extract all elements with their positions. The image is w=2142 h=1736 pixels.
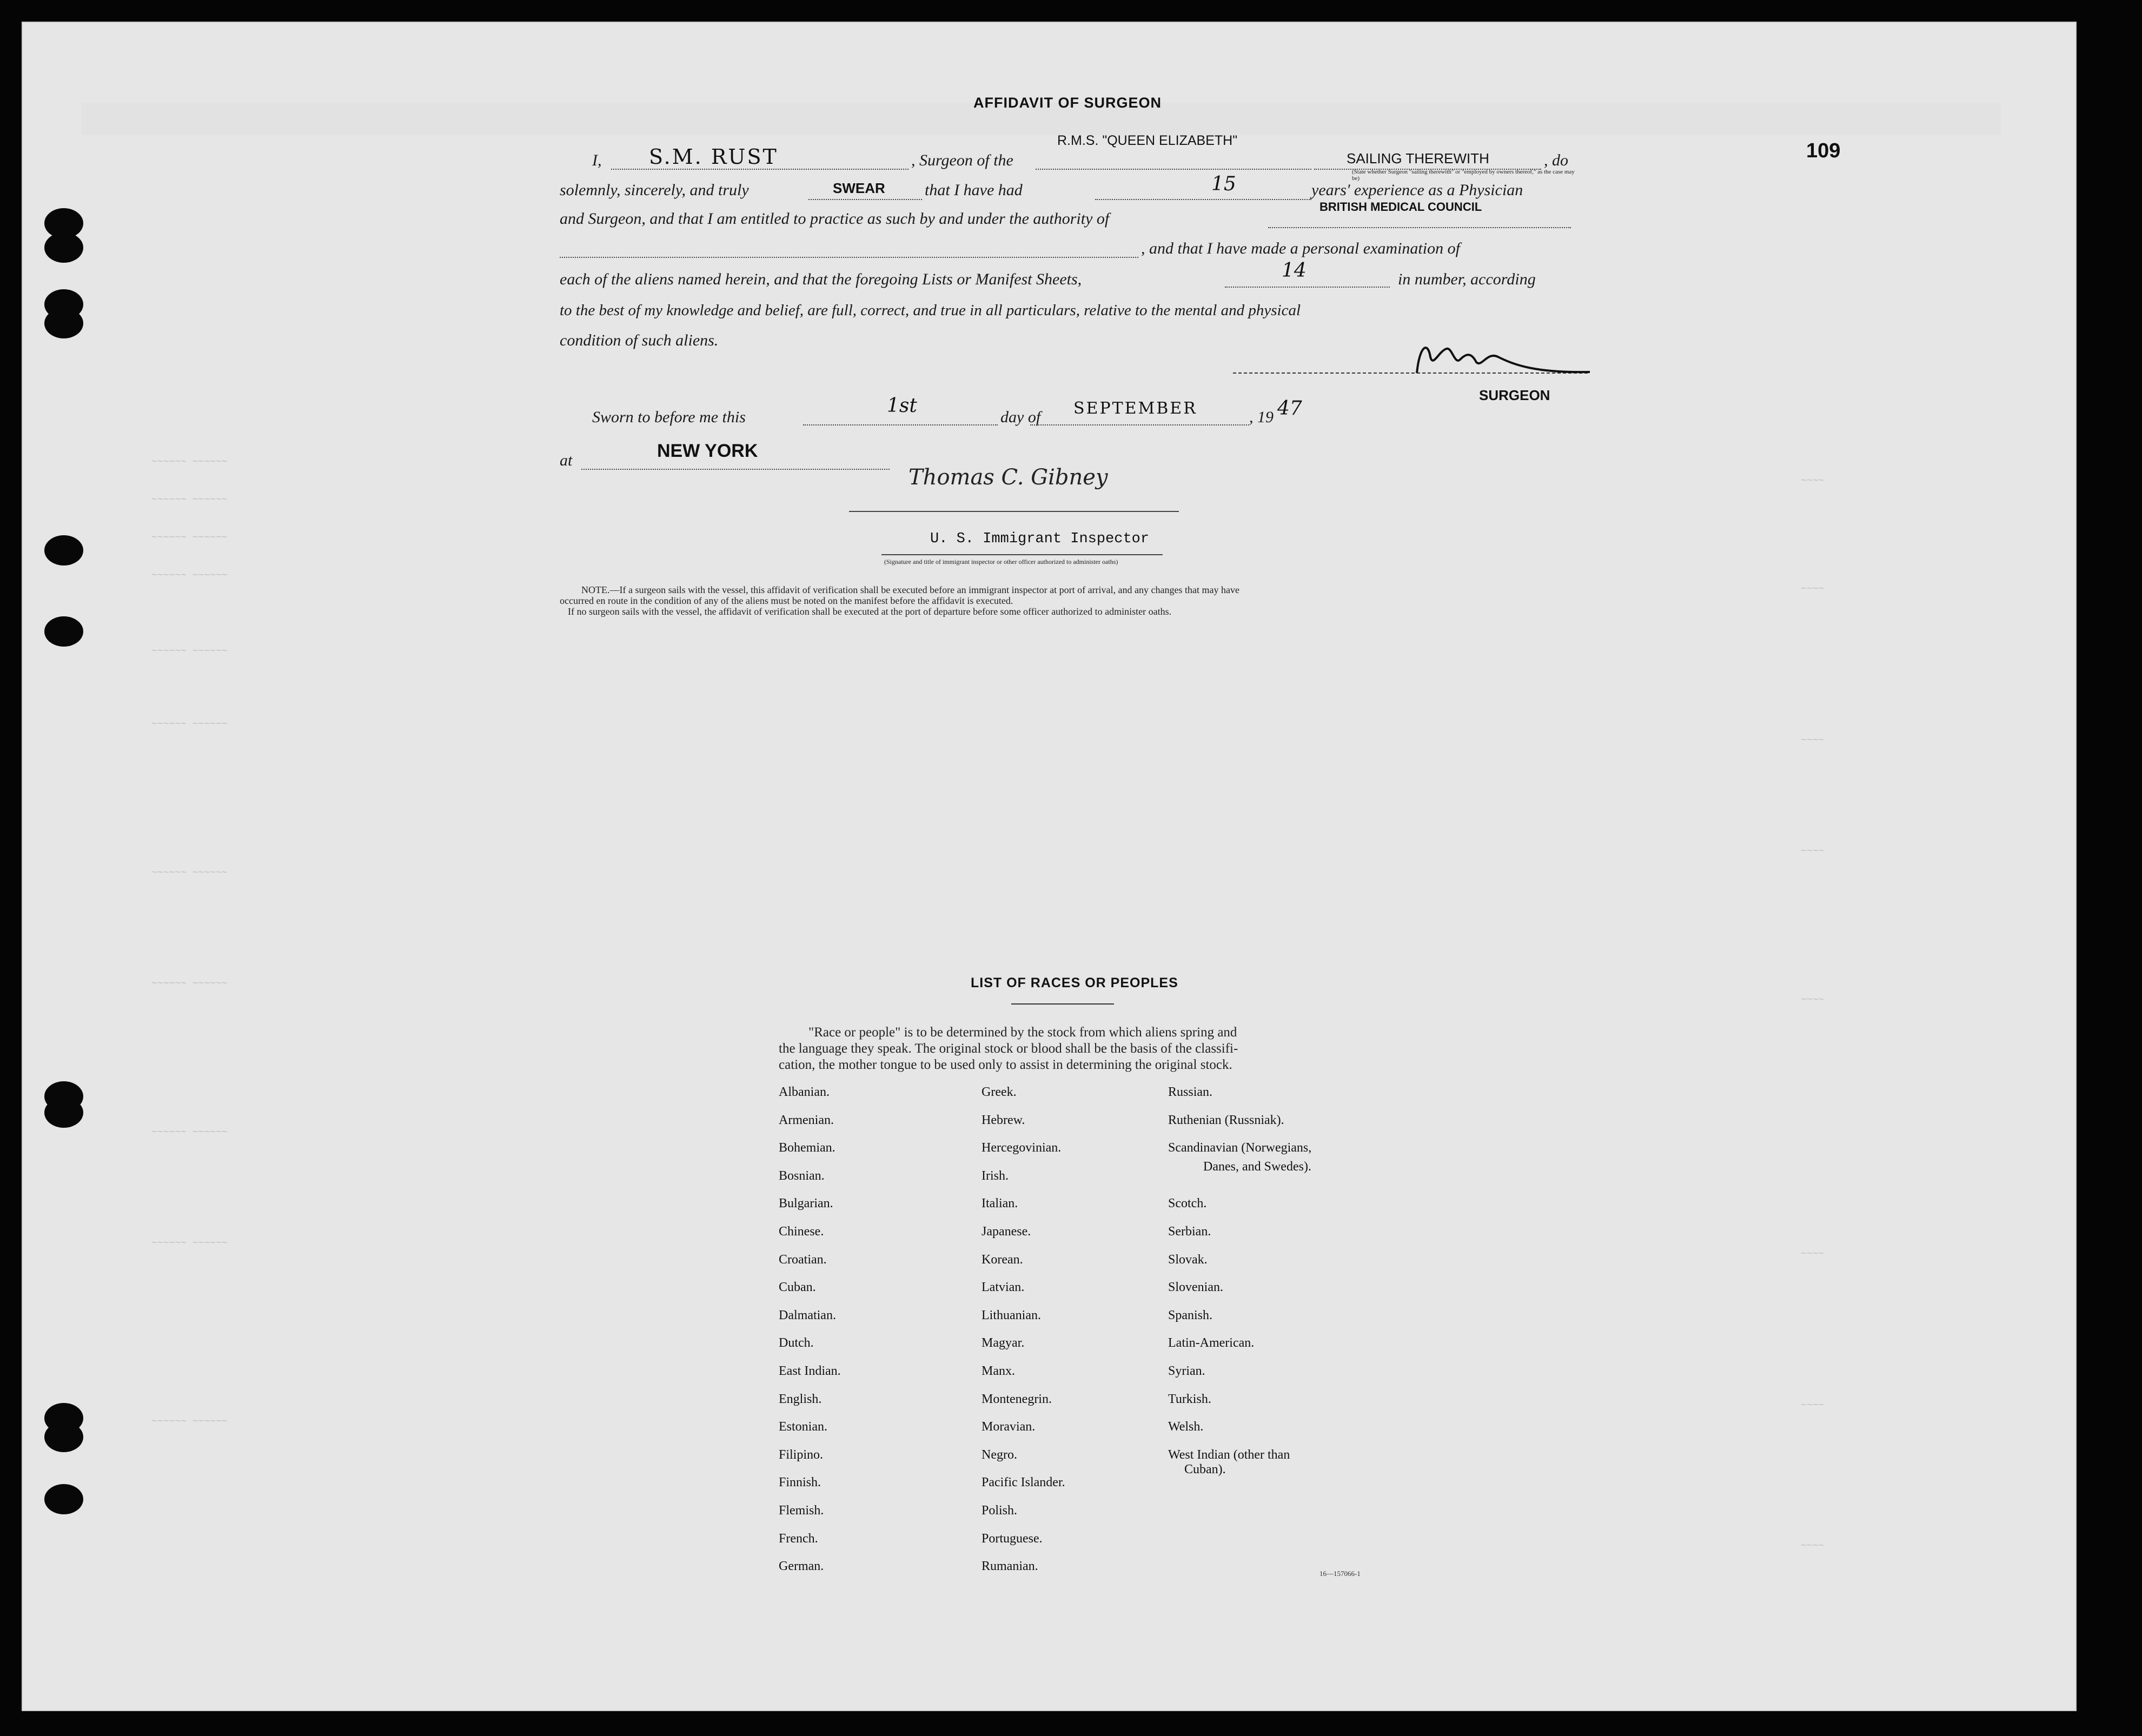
fill-line: [1268, 227, 1571, 228]
race-entry: Syrian.: [1168, 1364, 1205, 1378]
sailing-status: SAILING THEREWITH: [1347, 150, 1489, 167]
race-entry: Dutch.: [779, 1336, 814, 1351]
fill-line: [1314, 169, 1541, 170]
signature-line: [849, 511, 1179, 512]
bleed-through-text: ~~~~~~ ~~~~~~: [151, 868, 228, 879]
race-entry: Japanese.: [982, 1225, 1031, 1239]
binder-hole: [44, 535, 83, 566]
race-entry: Finnish.: [779, 1475, 821, 1490]
bleed-through-text: ~~~~: [1801, 584, 1825, 595]
race-entry: Turkish.: [1168, 1392, 1211, 1406]
fill-line: [1225, 287, 1390, 288]
sworn-text: day of: [1000, 408, 1041, 426]
race-entry: Polish.: [982, 1504, 1018, 1518]
fill-line: [1036, 169, 1311, 170]
bleed-through-text: ~~~~~~ ~~~~~~: [151, 533, 228, 543]
race-entry: Ruthenian (Russniak).: [1168, 1113, 1284, 1127]
bleed-through-text: ~~~~~~ ~~~~~~: [151, 495, 228, 505]
affidavit-text: and Surgeon, and that I am entitled to practice as such by and under the authority of: [560, 210, 1110, 228]
race-entry: Dalmatian.: [779, 1308, 836, 1322]
bleed-through-text: ~~~~: [1801, 735, 1825, 746]
inspector-caption: (Signature and title of immigrant inspector or other officer authorized to administer oaths): [884, 558, 1118, 566]
race-entry: Latin-American.: [1168, 1336, 1255, 1351]
race-entry: Bosnian.: [779, 1168, 825, 1183]
race-entry: Estonian.: [779, 1420, 827, 1434]
race-entry: Scandinavian (Norwegians,: [1168, 1141, 1312, 1155]
manifest-sheet-count: 14: [1282, 260, 1307, 282]
race-continuation: Danes, and Swedes).: [1203, 1160, 1311, 1174]
fill-line: [808, 199, 922, 200]
bleed-through-text: ~~~~: [1801, 1249, 1825, 1260]
licensing-authority: BRITISH MEDICAL COUNCIL: [1319, 200, 1482, 214]
race-entry: Albanian.: [779, 1085, 830, 1099]
race-continuation: Cuban).: [1184, 1462, 1226, 1476]
form-code: 16—157066-1: [1319, 1569, 1361, 1578]
fill-line: [1095, 199, 1311, 200]
race-entry: Pacific Islander.: [982, 1475, 1065, 1490]
affidavit-note-1: NOTE.—If a surgeon sails with the vessel, this affidavit of verification shall be executed before an immigrant inspector at port of arrival, and any changes that may have: [581, 584, 1239, 595]
bleed-through-text: ~~~~~~ ~~~~~~: [151, 1238, 228, 1249]
sworn-text: Sworn to before me this: [592, 408, 746, 426]
affidavit-text: in number, according: [1398, 270, 1536, 288]
race-entry: Irish.: [982, 1168, 1009, 1183]
surgeon-signature: [1233, 335, 1601, 384]
sailing-note: (State whether Surgeon "sailing therewith" or "employed by owners thereof," as the case may be): [1352, 169, 1575, 182]
race-entry: Scotch.: [1168, 1196, 1207, 1211]
affidavit-title: AFFIDAVIT OF SURGEON: [973, 95, 1162, 111]
race-entry: English.: [779, 1392, 822, 1406]
fill-line: [1030, 424, 1249, 425]
sworn-text: , 19: [1249, 408, 1274, 426]
binder-hole: [44, 1098, 83, 1128]
inspector-title: U. S. Immigrant Inspector: [930, 531, 1150, 547]
race-entry: Russian.: [1168, 1085, 1213, 1099]
binder-hole: [44, 308, 83, 338]
oath-type: SWEAR: [833, 180, 885, 196]
bleed-through-text: ~~~~~~ ~~~~~~: [151, 1127, 228, 1138]
sworn-month: SEPTEMBER: [1073, 399, 1197, 418]
race-entry: Flemish.: [779, 1504, 824, 1518]
affidavit-text: years' experience as a Physician: [1311, 181, 1523, 199]
binder-hole: [44, 616, 83, 647]
bleed-through-text: ~~~~~~ ~~~~~~: [151, 457, 228, 468]
bleed-through-text: ~~~~~~ ~~~~~~: [151, 979, 228, 989]
race-entry: East Indian.: [779, 1364, 841, 1378]
race-entry: Manx.: [982, 1364, 1015, 1378]
race-entry: French.: [779, 1531, 818, 1546]
race-entry: Hercegovinian.: [982, 1141, 1062, 1155]
race-entry: Korean.: [982, 1252, 1023, 1267]
binder-hole: [44, 1484, 83, 1514]
race-entry: Armenian.: [779, 1113, 834, 1127]
sworn-day: 1st: [887, 395, 917, 417]
binder-hole: [44, 232, 83, 263]
affidavit-text: , Surgeon of the: [911, 151, 1013, 169]
race-entry: Slovenian.: [1168, 1280, 1223, 1295]
races-intro-1: "Race or people" is to be determined by the stock from which aliens spring and: [808, 1025, 1237, 1040]
place-of-oath: NEW YORK: [657, 441, 758, 461]
ship-name: R.M.S. "QUEEN ELIZABETH": [1057, 133, 1238, 148]
affidavit-note-2: occurred en route in the condition of any of the aliens must be noted on the manifest before the affidavit is executed.: [560, 595, 1013, 606]
years-experience: 15: [1211, 173, 1236, 195]
race-entry: Italian.: [982, 1196, 1018, 1211]
race-entry: West Indian (other than: [1168, 1447, 1290, 1462]
surgeon-name: S.M. RUST: [649, 145, 778, 169]
bleed-through-text: ~~~~: [1801, 846, 1825, 857]
race-entry: Spanish.: [1168, 1308, 1213, 1322]
bleed-through-text: ~~~~~~ ~~~~~~: [151, 719, 228, 730]
sworn-year: 47: [1277, 397, 1302, 420]
affidavit-text: condition of such aliens.: [560, 331, 719, 349]
races-title-rule: [1011, 1003, 1114, 1005]
races-intro-2: the language they speak. The original stock or blood shall be the basis of the classifi-: [779, 1041, 1238, 1056]
affidavit-text: that I have had: [925, 181, 1023, 199]
race-entry: Negro.: [982, 1447, 1017, 1462]
fill-line: [803, 424, 998, 425]
bleed-through-text: ~~~~~~ ~~~~~~: [151, 1416, 228, 1427]
affidavit-text: I,: [592, 151, 602, 169]
races-title: LIST OF RACES OR PEOPLES: [971, 975, 1178, 990]
race-entry: Filipino.: [779, 1447, 824, 1462]
race-entry: Chinese.: [779, 1225, 824, 1239]
races-intro-3: cation, the mother tongue to be used only to assist in determining the original stock.: [779, 1057, 1232, 1072]
bleed-through-text: ~~~~: [1801, 1400, 1825, 1411]
surgeon-label: SURGEON: [1479, 387, 1550, 403]
race-entry: Croatian.: [779, 1252, 827, 1267]
affidavit-text: solemnly, sincerely, and truly: [560, 181, 749, 199]
fill-line: [581, 469, 890, 470]
race-entry: German.: [779, 1559, 824, 1574]
inspector-signature: Thomas C. Gibney: [908, 465, 1108, 490]
race-entry: Montenegrin.: [982, 1392, 1052, 1406]
race-entry: Portuguese.: [982, 1531, 1043, 1546]
race-entry: Hebrew.: [982, 1113, 1025, 1127]
race-entry: Moravian.: [982, 1420, 1036, 1434]
at-label: at: [560, 451, 573, 469]
bleed-through-text: ~~~~: [1801, 995, 1825, 1006]
title-line: [881, 554, 1163, 555]
affidavit-text: , and that I have made a personal examination of: [1141, 240, 1460, 257]
race-entry: Bohemian.: [779, 1141, 835, 1155]
race-entry: Cuban.: [779, 1280, 816, 1295]
affidavit-text: each of the aliens named herein, and that the foregoing Lists or Manifest Sheets,: [560, 270, 1082, 288]
page-number: 109: [1806, 139, 1841, 162]
race-entry: Latvian.: [982, 1280, 1025, 1295]
binder-hole: [44, 1422, 83, 1452]
bleed-through-text: ~~~~~~ ~~~~~~: [151, 646, 228, 657]
race-entry: Greek.: [982, 1085, 1017, 1099]
race-entry: Serbian.: [1168, 1225, 1211, 1239]
bleed-through-text: ~~~~~~ ~~~~~~: [151, 570, 228, 581]
fill-line: [611, 169, 908, 170]
race-entry: Bulgarian.: [779, 1196, 833, 1211]
affidavit-text: to the best of my knowledge and belief, are full, correct, and true in all particulars, relative to the mental and physical: [560, 302, 1301, 319]
affidavit-note-3: If no surgeon sails with the vessel, the affidavit of verification shall be executed at the port of departure before some officer authorized to administer oaths.: [568, 606, 1172, 617]
race-entry: Rumanian.: [982, 1559, 1038, 1574]
race-entry: Lithuanian.: [982, 1308, 1041, 1322]
bleed-through-text: ~~~~: [1801, 476, 1825, 487]
fill-line: [560, 257, 1138, 258]
race-entry: Welsh.: [1168, 1420, 1204, 1434]
bleed-through-text: ~~~~: [1801, 1541, 1825, 1552]
affidavit-text: , do: [1544, 151, 1568, 169]
race-entry: Slovak.: [1168, 1252, 1208, 1267]
race-entry: Magyar.: [982, 1336, 1025, 1351]
